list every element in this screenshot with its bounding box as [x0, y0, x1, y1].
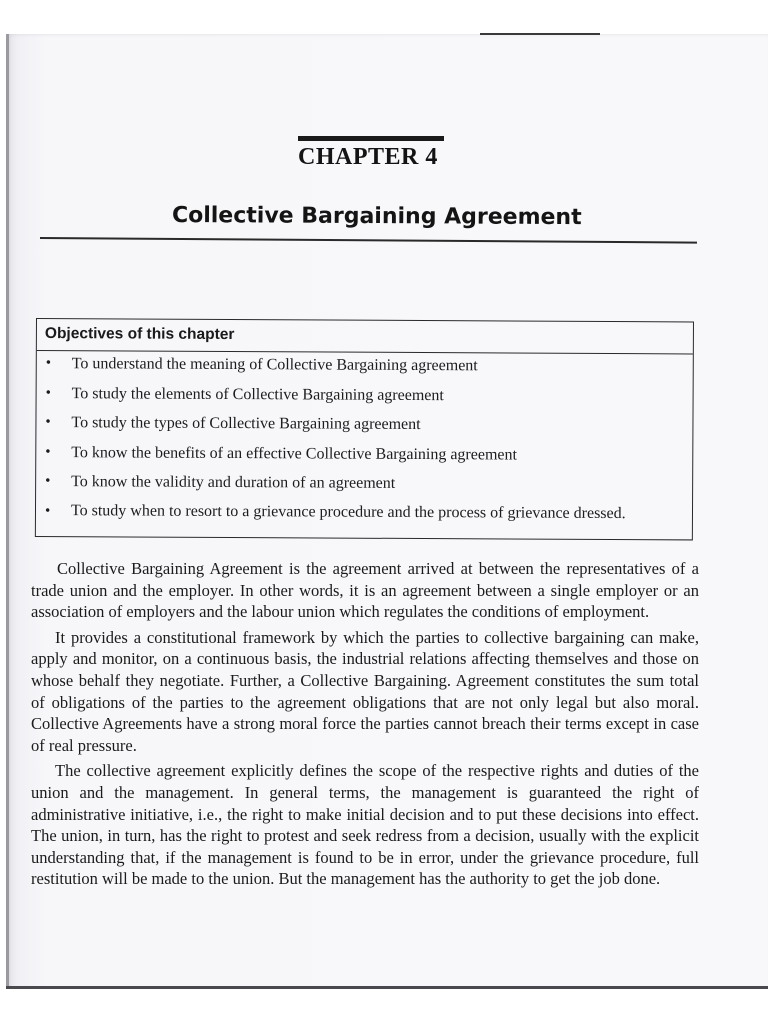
objective-item [36, 385, 692, 418]
objective-text: To study the types of Collective Bargaining agreement [71, 414, 421, 434]
objective-item [36, 414, 692, 447]
chapter-title: Collective Bargaining Agreement [171, 203, 582, 231]
bullet-icon: • [44, 502, 51, 519]
objective-text: To study when to resort to a grievance procedure and the process of grievance dressed. [70, 501, 626, 522]
body-paragraph: It provides a constitutional framework by which the parties to collective bargaining can make, apply and monitor, on a continuous basis, the industrial relations affecting themselves and those on whose behalf they negotiate. Further, a Collective Bargaining. Agreement constitutes the sum total of obligations of the parties to the agreement obligations that are not only legal but also moral. Collective Agreements have a strong moral force the parties cannot breach their terms except in case of real pressure. [31, 627, 699, 755]
objective-item [36, 444, 692, 477]
bullet-icon: • [45, 414, 51, 431]
bullet-icon: • [45, 384, 51, 401]
page-bottom-edge [6, 986, 768, 989]
bullet-icon: • [45, 443, 51, 460]
objective-text: To understand the meaning of Collective Bargaining agreement [71, 355, 478, 375]
objectives-box [35, 318, 694, 540]
chapter-number: CHAPTER 4 [298, 144, 438, 170]
chapter-rule [298, 136, 444, 141]
objective-text: To study the elements of Collective Bargaining agreement [71, 384, 444, 404]
body-paragraph: Collective Bargaining Agreement is the agreement arrived at between the representatives of a trade union and the employer. In other words, it is an agreement between a single employer or an association of employers and the labour union which regulates the conditions of employment. [31, 559, 699, 622]
objectives-list [36, 355, 693, 546]
objective-text: To know the validity and duration of an agreement [71, 473, 396, 492]
page-top-mark [480, 33, 600, 35]
body-paragraph: The collective agreement explicitly defines the scope of the respective rights and duties of the union and the management. In general terms, the management is guaranteed the right of administrative initiative, i.e., the right to make initial decision and to put these decisions into effect. The union, in turn, has the right to protest and seek redress from a decision, usually with the explicit understanding that, if the management is found to be in error, under the grievance procedure, full restitution will be made to the union. But the management has the authority to get the job done. [31, 761, 699, 889]
objectives-header [37, 319, 693, 354]
bullet-icon: • [45, 355, 52, 372]
objective-item [37, 355, 693, 388]
body-text [31, 558, 699, 894]
objective-text: To know the benefits of an effective Collective Bargaining agreement [71, 443, 518, 464]
objective-item [36, 503, 692, 546]
bullet-icon: • [45, 473, 51, 490]
page-spine-shadow [6, 34, 9, 989]
objectives-heading: Objectives of this chapter [44, 325, 235, 344]
